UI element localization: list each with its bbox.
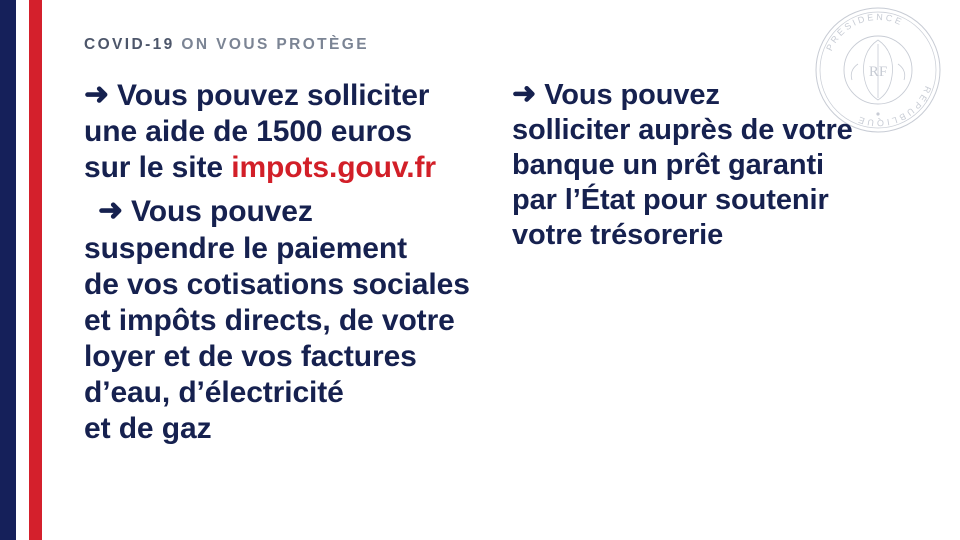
left-item-2-line-7: et de gaz: [84, 412, 212, 446]
arrow-icon: ➜: [512, 78, 537, 110]
svg-text:RF: RF: [868, 64, 888, 80]
left-item-1-line-1: Vous pouvez solliciter: [117, 79, 430, 112]
left-item-2-line-3: de vos cotisations sociales: [84, 267, 470, 301]
page-title-prefix: COVID-19: [84, 36, 175, 53]
page-title-rest: ON VOUS PROTÈGE: [174, 36, 369, 53]
arrow-icon: ➜: [98, 194, 124, 228]
svg-text:RÉPUBLIQUE: RÉPUBLIQUE: [854, 84, 934, 129]
left-item-2-line-1: Vous pouvez: [131, 195, 313, 229]
left-column: [84, 78, 484, 455]
left-item-1-line-2: une aide de 1500 euros: [84, 115, 412, 149]
french-flag-bar: [0, 0, 42, 540]
right-column: [512, 78, 927, 261]
right-item-1-line-2: solliciter auprès de votre: [512, 113, 853, 146]
flag-stripe-white: [16, 0, 29, 540]
flag-stripe-blue: [0, 0, 16, 540]
arrow-icon: ➜: [84, 78, 110, 111]
left-item-2: [84, 194, 484, 447]
flag-stripe-red: [29, 0, 42, 540]
right-item-1-line-4: par l’État pour soutenir: [512, 183, 829, 216]
left-item-2-line-2: suspendre le paiement: [84, 231, 408, 265]
left-item-1: [84, 78, 484, 186]
right-item-1-line-3: banque un prêt garanti: [512, 148, 824, 181]
left-item-1-line-3-text: sur le site: [84, 151, 232, 185]
impots-gouv-link[interactable]: impots.gouv.fr: [231, 151, 436, 185]
right-item-1-line-5: votre trésorerie: [512, 218, 724, 251]
left-item-2-line-6: d’eau, d’électricité: [84, 376, 344, 410]
page-title: [84, 36, 369, 54]
right-item-1: [512, 78, 927, 253]
svg-text:PRÉSIDENCE: PRÉSIDENCE: [824, 11, 906, 53]
right-item-1-line-1: Vous pouvez: [544, 79, 720, 111]
left-item-2-line-4: et impôts directs, de votre: [84, 303, 455, 337]
left-item-2-line-5: loyer et de vos factures: [84, 339, 417, 373]
